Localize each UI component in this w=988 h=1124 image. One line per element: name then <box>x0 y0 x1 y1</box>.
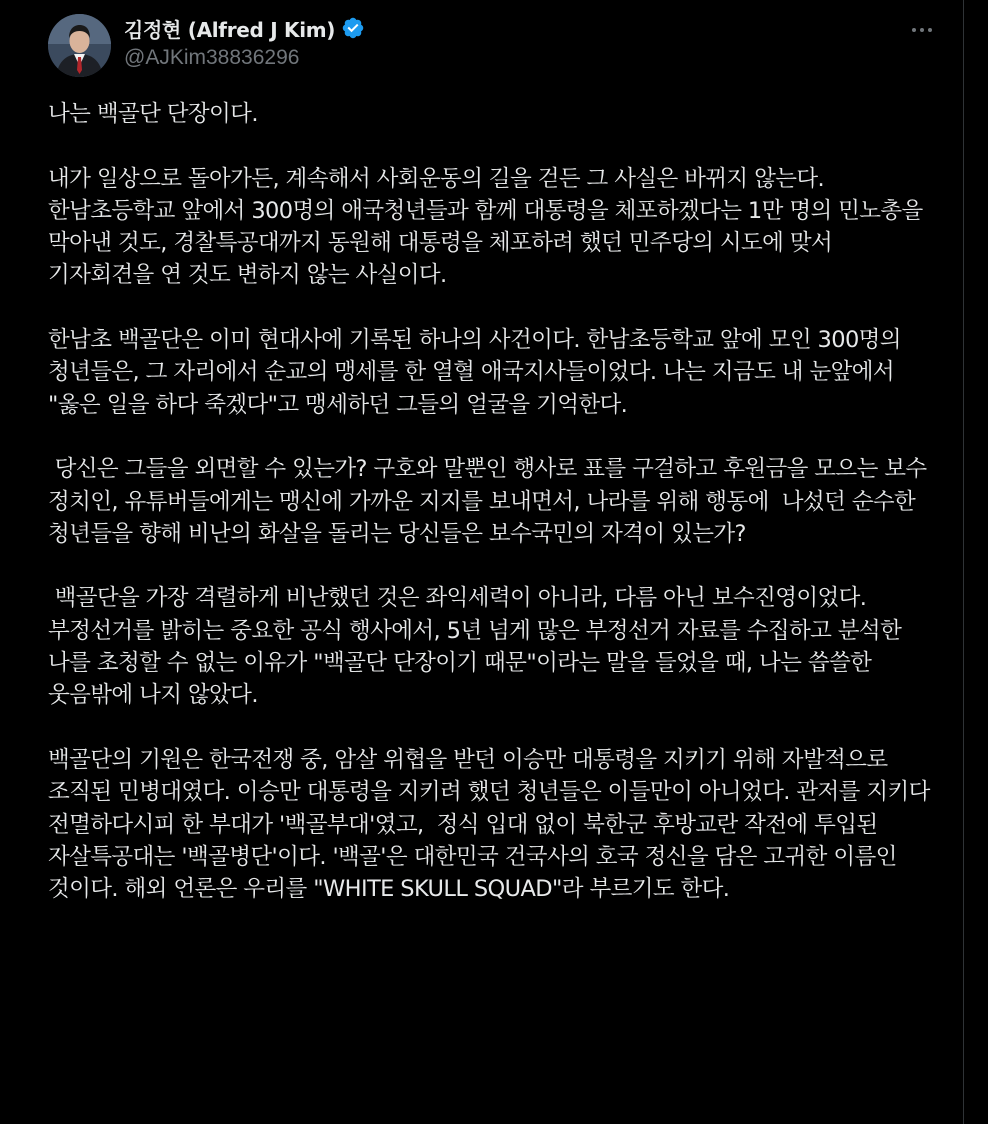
more-options-button[interactable] <box>907 18 937 42</box>
avatar[interactable] <box>48 14 111 77</box>
author-names <box>124 14 365 70</box>
avatar-photo <box>48 14 111 77</box>
post-paragraph: 한남초 백골단은 이미 현대사에 기록된 하나의 사건이다. 한남초등학교 앞에 모인 300명의 청년들은, 그 자리에서 순교의 맹세를 한 열혈 애국지사들이었다. 나는 지금도 내 눈앞에서 "옳은 일을 하다 죽겠다"고 맹세하던 그들의 얼굴을 기억한다. <box>48 327 908 418</box>
more-horizontal-icon-dot <box>928 28 932 32</box>
post-paragraph: 백골단의 기원은 한국전쟁 중, 암살 위협을 받던 이승만 대통령을 지키기 위해 자발적으로 조직된 민병대였다. 이승만 대통령을 지키려 했던 청년들은 이들만이 아니었다. 관저를 지키다 전멸하다시피 한 부대가 '백골부대'였고, 정식 입대 없이 북한군 후방교란 작전에 투입된 자살특공대는 '백골병단'이다. '백골'은 대한민국 건국사의 호국 정신을 담은 고귀한 이름인 것이다. 해외 언론은 우리를 "WHITE SKULL SQUAD"라 부르기도 한다. <box>48 746 937 903</box>
author-handle[interactable]: @AJKim38836296 <box>124 46 300 69</box>
name-row <box>124 14 365 42</box>
post-header <box>48 12 943 78</box>
verified-badge-icon[interactable] <box>341 16 365 40</box>
post-paragraph: 당신은 그들을 외면할 수 있는가? 구호와 말뿐인 행사로 표를 구걸하고 후원금을 모으는 보수 정치인, 유튜버들에게는 맹신에 가까운 지지를 보내면서, 나라를 위해 행동에 나섰던 순수한 청년들을 향해 비난의 화살을 돌리는 당신들은 보수국민의 자격이 있는가? <box>48 456 934 547</box>
post-paragraph: 내가 일상으로 돌아가든, 계속해서 사회운동의 길을 걷든 그 사실은 바뀌지 않는다. 한남초등학교 앞에서 300명의 애국청년들과 함께 대통령을 체포하겠다는 1만 명의 민노총을 막아낸 것도, 경찰특공대까지 동원해 대통령을 체포하려 했던 민주당의 시도에 맞서 기자회견을 연 것도 변하지 않는 사실이다. <box>48 165 930 289</box>
more-horizontal-icon <box>912 28 916 32</box>
post-paragraph: 나는 백골단 단장이다. <box>48 101 258 127</box>
author-display-name[interactable]: 김정현 (Alfred J Kim) <box>124 17 336 42</box>
post-paragraph: 백골단을 가장 격렬하게 비난했던 것은 좌익세력이 아니라, 다름 아닌 보수진영이었다. 부정선거를 밝히는 중요한 공식 행사에서, 5년 넘게 많은 부정선거 자료를 수집하고 분석한 나를 초청할 수 없는 이유가 "백골단 단장이기 때문"이라는 말을 들었을 때, 나는 씁쓸한 웃음밖에 나지 않았다. <box>48 585 908 709</box>
more-horizontal-icon-dot <box>920 28 924 32</box>
post-text <box>48 98 943 938</box>
